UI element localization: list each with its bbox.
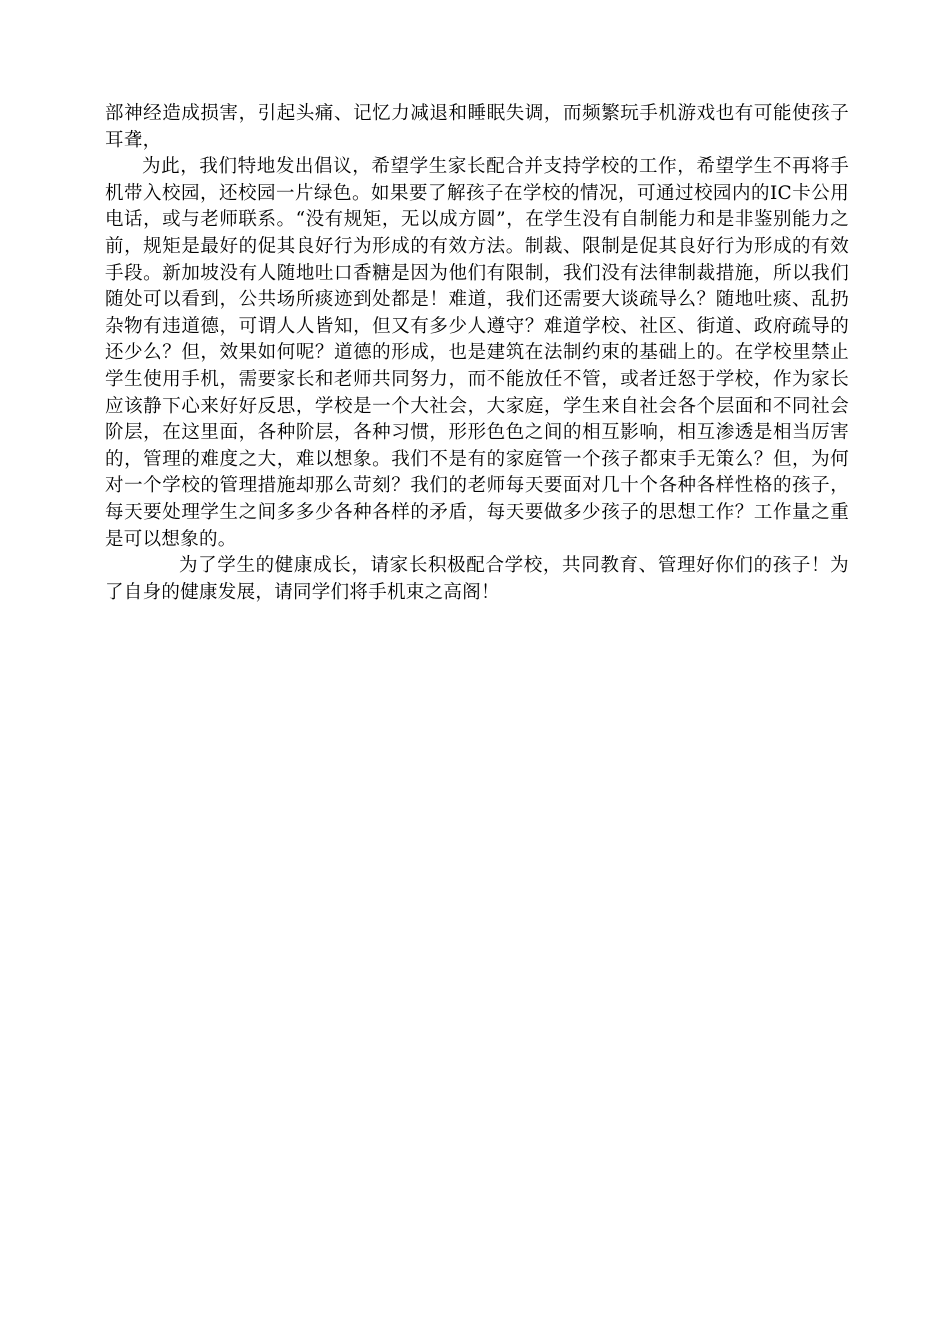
document-body bbox=[105, 101, 849, 606]
paragraph-initiative: 为此，我们特地发出倡议，希望学生家长配合并支持学校的工作，希望学生不再将手机带入校园，还校园一片绿色。如果要了解孩子在学校的情况，可通过校园内的IC卡公用电话，或与老师联系。“没有规矩，无以成方圆”，在学生没有自制能力和是非鉴别能力之前，规矩是最好的促其良好行为形成的有效方法。制裁、限制是促其良好行为形成的有效手段。新加坡没有人随地吐口香糖是因为他们有限制，我们没有法律制裁措施，所以我们随处可以看到，公共场所痰迹到处都是！难道，我们还需要大谈疏导么？随地吐痰、乱扔杂物有违道德，可谓人人皆知，但又有多少人遵守？难道学校、社区、街道、政府疏导的还少么？但，效果如何呢？道德的形成，也是建筑在法制约束的基础上的。在学校里禁止学生使用手机，需要家长和老师共同努力，而不能放任不管，或者迁怒于学校，作为家长应该静下心来好好反思，学校是一个大社会，大家庭，学生来自社会各个层面和不同社会阶层，在这里面，各种阶层，各种习惯，形形色色之间的相互影响，相互渗透是相当厉害的，管理的难度之大，难以想象。我们不是有的家庭管一个孩子都束手无策么？但，为何对一个学校的管理措施却那么苛刻？我们的老师每天要面对几十个各种各样性格的孩子，每天要处理学生之间多多少各种各样的矛盾，每天要做多少孩子的思想工作？工作量之重是可以想象的。 bbox=[105, 156, 849, 550]
paragraph-continuation: 部神经造成损害，引起头痛、记忆力减退和睡眠失调，而频繁玩手机游戏也有可能使孩子耳聋， bbox=[105, 103, 849, 151]
paragraph-closing: 为了学生的健康成长，请家长积极配合学校，共同教育、管理好你们的孩子！为了自身的健康发展，请同学们将手机束之高阁！ bbox=[105, 555, 849, 603]
